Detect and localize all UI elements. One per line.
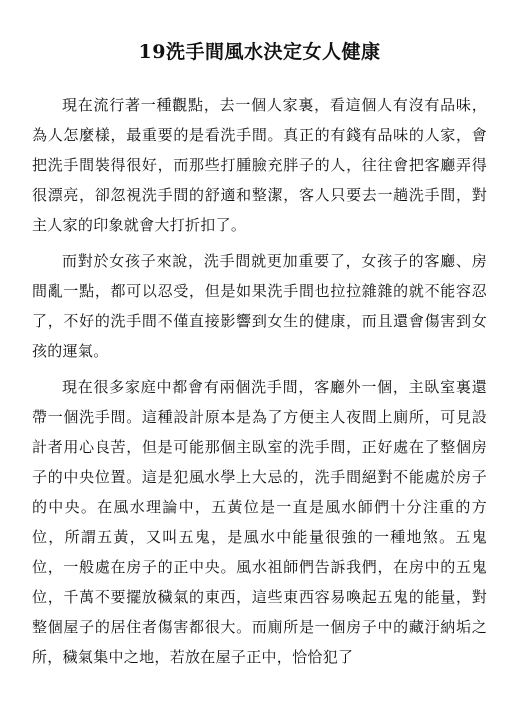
paragraph-3: 現在很多家庭中都會有兩個洗手間，客廳外一個，主臥室裏還帶一個洗手間。這種設計原本是為了方便主人夜間上廁所，可見設計者用心良苦，但是可能那個主臥室的洗手間，正好處在了整個房子的中央位置。這是犯風水學上大忌的，洗手間絕對不能處於房子的中央。在風水理論中，五黃位是一直是風水師們十分注重的方位，所謂五黃，又叫五鬼，是風水中能量很強的一種地煞。五鬼位，一般處在房子的正中央。風水祖師們告訴我們，在房中的五鬼位，千萬不要擺放穢氣的東西，這些東西容易喚起五鬼的能量，對整個屋子的居住者傷害都很大。而廁所是一個房子中的藏汙納垢之所，穢氣集中之地，若放在屋子正中，恰恰犯了 [32, 378, 487, 666]
document-title: 19洗手間風水決定女人健康 [138, 41, 381, 63]
paragraph-1: 現在流行著一種觀點，去一個人家裏，看這個人有沒有品味，為人怎麼樣，最重要的是看洗手間。真正的有錢有品味的人家，會把洗手間裝得很好，而那些打腫臉充胖子的人，往往會把客廳弄得很漂亮，卻忽視洗手間的舒適和整潔，客人只要去一趟洗手間，對主人家的印象就會大打折扣了。 [32, 96, 487, 234]
paragraph-2: 而對於女孩子來說，洗手間就更加重要了，女孩子的客廳、房間亂一點，都可以忍受，但是如果洗手間也拉拉雜雜的就不能容忍了，不好的洗手間不僅直接影響到女生的健康，而且還會傷害到女孩的運氣。 [32, 252, 487, 360]
